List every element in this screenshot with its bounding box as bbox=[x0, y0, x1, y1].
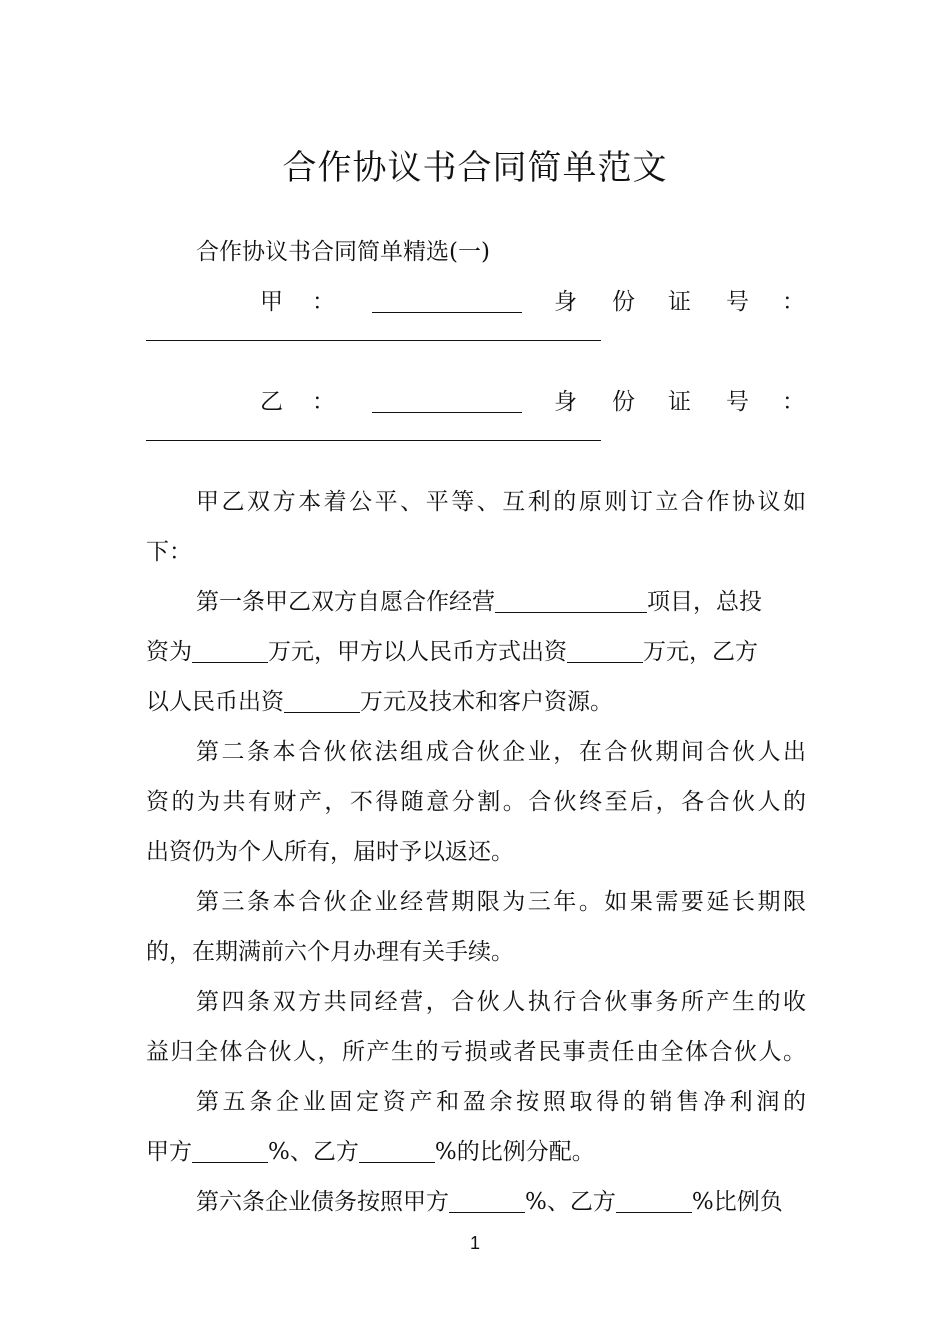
article-1-text: 以人民币出资 bbox=[146, 689, 284, 715]
article-5-text: %、乙方 bbox=[268, 1139, 359, 1165]
article-6-line-1 bbox=[196, 1186, 806, 1218]
party-a-id-colon: ： bbox=[782, 289, 805, 315]
party-a-name-blank bbox=[372, 286, 522, 318]
intro-line-1: 甲乙双方本着公平、平等、互利的原则订立合作协议如 bbox=[196, 489, 806, 515]
party-b-id-char: 号 bbox=[726, 389, 749, 415]
party-b-name-blank bbox=[372, 386, 522, 418]
party-a-share-blank bbox=[192, 1140, 268, 1163]
article-5-text: %的比例分配。 bbox=[434, 1139, 595, 1165]
article-1-line-2 bbox=[146, 636, 806, 668]
party-b-investment-blank bbox=[284, 690, 360, 713]
article-2-line-3: 出资仍为个人所有，届时予以返还。 bbox=[146, 839, 514, 865]
party-a-label: 甲 bbox=[260, 289, 283, 315]
party-a-debt-blank bbox=[449, 1190, 525, 1213]
article-4-line-1: 第四条双方共同经营，合伙人执行合伙事务所产生的收 bbox=[196, 989, 806, 1015]
article-1-text: 万元，乙方 bbox=[643, 639, 758, 665]
party-b-id-char: 份 bbox=[612, 389, 635, 415]
party-a-id-blank bbox=[146, 340, 601, 341]
party-b-share-blank bbox=[359, 1140, 435, 1163]
article-1-text: 万元及技术和客户资源。 bbox=[360, 689, 613, 715]
article-5-text: 甲方 bbox=[146, 1139, 192, 1165]
document-title: 合作协议书合同简单范文 bbox=[282, 148, 668, 188]
article-5-line-1: 第五条企业固定资产和盈余按照取得的销售净利润的 bbox=[196, 1089, 806, 1115]
article-1-text: 项目，总投 bbox=[647, 589, 762, 615]
article-1-text: 第一条甲乙双方自愿合作经营 bbox=[196, 589, 495, 615]
party-a-id-char: 身 bbox=[554, 289, 577, 315]
article-1-line-1 bbox=[196, 586, 806, 618]
article-1-text: 万元，甲方以人民币方式出资 bbox=[268, 639, 567, 665]
party-a-colon: ： bbox=[312, 289, 335, 315]
party-a-row bbox=[146, 286, 806, 318]
article-6-text: 第六条企业债务按照甲方 bbox=[196, 1189, 449, 1215]
article-1-line-3 bbox=[146, 686, 806, 718]
document-subtitle: 合作协议书合同简单精选(一) bbox=[196, 239, 490, 265]
intro-line-2: 下： bbox=[146, 539, 192, 565]
article-1-text: 资为 bbox=[146, 639, 192, 665]
page-number: 1 bbox=[469, 1233, 480, 1253]
party-b-id-colon: ： bbox=[782, 389, 805, 415]
article-3-line-1: 第三条本合伙企业经营期限为三年。如果需要延长期限 bbox=[196, 889, 806, 915]
article-5-line-2 bbox=[146, 1136, 806, 1168]
party-b-row bbox=[146, 386, 806, 418]
party-a-investment-blank bbox=[567, 640, 643, 663]
party-a-id-char: 证 bbox=[668, 289, 691, 315]
party-b-label: 乙 bbox=[260, 389, 283, 415]
project-blank bbox=[495, 590, 647, 613]
article-2-line-1: 第二条本合伙依法组成合伙企业，在合伙期间合伙人出 bbox=[196, 739, 806, 765]
article-6-text: %比例负 bbox=[691, 1189, 783, 1215]
total-investment-blank bbox=[192, 640, 268, 663]
party-b-id-char: 证 bbox=[668, 389, 691, 415]
party-b-colon: ： bbox=[312, 389, 335, 415]
party-b-debt-blank bbox=[616, 1190, 692, 1213]
party-a-id-char: 份 bbox=[612, 289, 635, 315]
article-2-line-2: 资的为共有财产，不得随意分割。合伙终至后，各合伙人的 bbox=[146, 789, 806, 815]
party-a-id-char: 号 bbox=[726, 289, 749, 315]
article-6-text: %、乙方 bbox=[525, 1189, 616, 1215]
article-4-line-2: 益归全体合伙人，所产生的亏损或者民事责任由全体合伙人。 bbox=[146, 1039, 806, 1065]
article-3-line-2: 的，在期满前六个月办理有关手续。 bbox=[146, 939, 514, 965]
party-b-id-char: 身 bbox=[554, 389, 577, 415]
party-b-id-blank bbox=[146, 440, 601, 441]
